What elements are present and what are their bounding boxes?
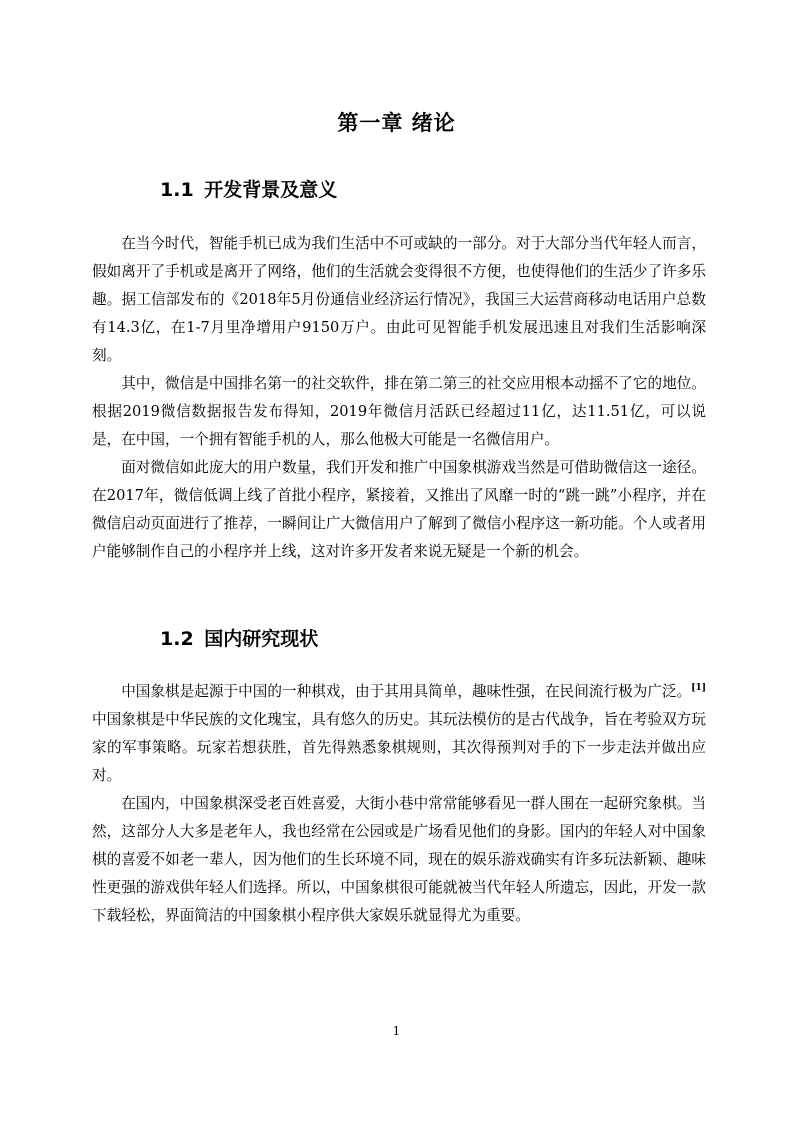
paragraph: 在当今时代，智能手机已成为我们生活中不可或缺的一部分。对于大部分当代年轻人而言，假如离开了手机或是离开了网络，他们的生活就会变得很不方便，也使得他们的生活少了许多乐趣。据工信部发布的《2018年5月份通信业经济运行情况》，我国三大运营商移动电话用户总数有14.3亿，在1-7月里净增用户9150万户。由此可见智能手机发展迅速且对我们生活影响深刻。: [92, 235, 706, 364]
section-title: 国内研究现状: [204, 628, 319, 650]
paragraph: [92, 678, 706, 790]
chapter-title: 第一章 绪论: [337, 111, 456, 135]
paragraph: 其中，微信是中国排名第一的社交软件，排在第二第三的社交应用根本动摇不了它的地位。根据2019微信数据报告发布得知，2019年微信月活跃已经超过11亿，达11.51亿，可以说是，在中国，一个拥有智能手机的人，那么他极大可能是一名微信用户。: [92, 375, 706, 448]
page-number: 1: [392, 1024, 401, 1038]
section-body-1-2: [92, 678, 706, 930]
section-title: 开发背景及意义: [204, 179, 338, 201]
paragraph-text: 中国象棋是中华民族的文化瑰宝，具有悠久的历史。其玩法模仿的是古代战争，旨在考验双方玩家的军事策略。玩家若想获胜，首先得熟悉象棋规则，其次得预判对手的下一步走法并做出应对。: [92, 711, 706, 784]
paragraph-text: 中国象棋是起源于中国的一种棋戏，由于其用具简单，趣味性强，在民间流行极为广泛。: [121, 683, 692, 700]
section-number: 1.1: [160, 179, 194, 201]
section-number: 1.2: [160, 628, 194, 650]
section-heading-1-2: [160, 625, 318, 653]
citation-marker[interactable]: [1]: [691, 683, 706, 694]
paragraph: 在国内，中国象棋深受老百姓喜爱，大街小巷中常常能够看见一群人围在一起研究象棋。当然，这部分人大多是老年人，我也经常在公园或是广场看见他们的身影。国内的年轻人对中国象棋的喜爱不如老一辈人，因为他们的生长环境不同，现在的娱乐游戏确实有许多玩法新颖、趣味性更强的游戏供年轻人们选择。所以，中国象棋很可能就被当代年轻人所遗忘，因此，开发一款下载轻松，界面简洁的中国象棋小程序供大家娱乐就显得尤为重要。: [92, 795, 706, 924]
section-heading-1-1: [160, 176, 337, 204]
section-body-1-1: [92, 230, 706, 566]
paragraph: 面对微信如此庞大的用户数量，我们开发和推广中国象棋游戏当然是可借助微信这一途径。在2017年，微信低调上线了首批小程序，紧接着，又推出了风靡一时的“跳一跳”小程序，并在微信启动页面进行了推荐，一瞬间让广大微信用户了解到了微信小程序这一新功能。个人或者用户能够制作自己的小程序并上线，这对许多开发者来说无疑是一个新的机会。: [92, 459, 706, 560]
